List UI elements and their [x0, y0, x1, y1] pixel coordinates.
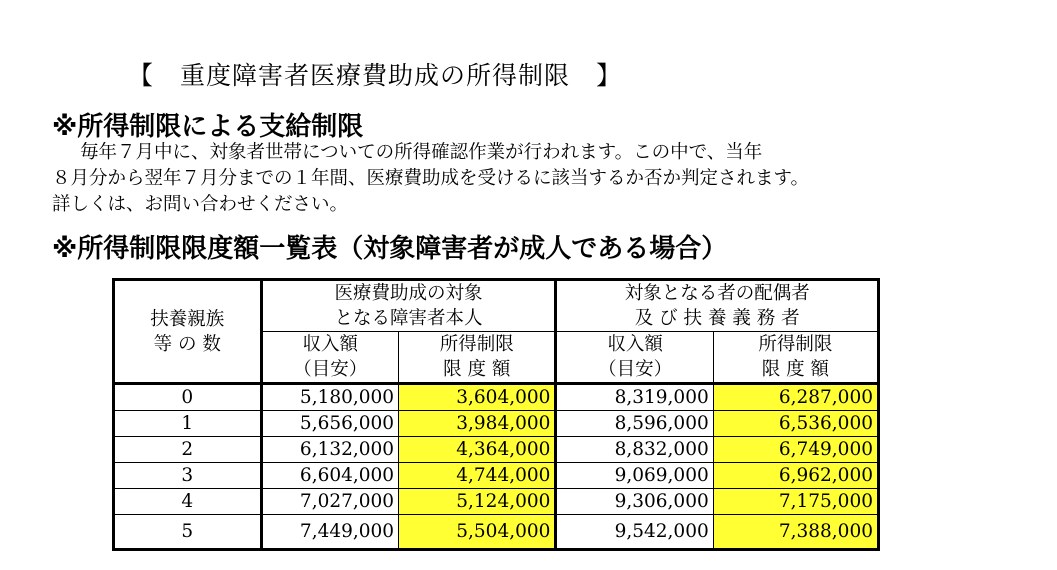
self-income-cell: 5,180,000 — [261, 384, 399, 411]
spouse-limit-cell: 6,536,000 — [713, 411, 878, 437]
spouse-limit-cell: 6,962,000 — [713, 463, 878, 489]
header-self-income — [261, 332, 399, 384]
paragraph-line: 詳しくは、お問い合わせください。 — [52, 194, 349, 215]
table-row — [114, 515, 879, 550]
self-limit-cell: 4,364,000 — [399, 437, 556, 463]
dependents-cell: 3 — [114, 463, 262, 489]
section-heading-income-restriction: ※所得制限による支給制限 — [52, 112, 364, 142]
spouse-limit-cell: 7,388,000 — [713, 515, 878, 550]
dependents-cell: 0 — [114, 384, 262, 411]
dependents-cell: 2 — [114, 437, 262, 463]
header-group-spouse-line: 対象となる者の配偶者 — [624, 283, 810, 304]
dependents-cell: 5 — [114, 515, 262, 550]
header-dependents — [114, 280, 262, 384]
self-income-cell: 5,656,000 — [261, 411, 399, 437]
table-row — [114, 437, 879, 463]
header-spouse-income — [556, 332, 713, 384]
header-dependents-line: 等 の 数 — [153, 333, 221, 355]
dependents-cell: 4 — [114, 489, 262, 515]
header-group-self — [261, 280, 556, 332]
self-limit-cell: 5,504,000 — [399, 515, 556, 550]
header-spouse-limit — [713, 332, 878, 384]
header-dependents-line: 扶養親族 — [150, 308, 225, 330]
spouse-income-cell: 8,319,000 — [556, 384, 713, 411]
self-income-cell: 7,027,000 — [261, 489, 399, 515]
header-group-self-line: 医療費助成の対象 — [334, 283, 483, 304]
dependents-cell: 1 — [114, 411, 262, 437]
spouse-income-cell: 9,306,000 — [556, 489, 713, 515]
explanation-paragraph — [52, 140, 1002, 218]
spouse-income-cell: 9,542,000 — [556, 515, 713, 550]
header-income-line: （目安） — [293, 359, 368, 380]
header-group-spouse-line: 及 び 扶 養 義 務 者 — [634, 308, 800, 329]
header-self-limit — [399, 332, 556, 384]
spouse-limit-cell: 6,287,000 — [713, 384, 878, 411]
self-limit-cell: 3,604,000 — [399, 384, 556, 411]
table-row — [114, 463, 879, 489]
header-income-line: 収入額 — [302, 334, 359, 355]
header-group-self-line: となる障害者本人 — [334, 308, 483, 329]
income-limit-table — [112, 278, 880, 551]
self-income-cell: 6,604,000 — [261, 463, 399, 489]
header-group-spouse — [556, 280, 879, 332]
self-limit-cell: 4,744,000 — [399, 463, 556, 489]
header-limit-line: 所得制限 — [758, 334, 833, 355]
header-income-line: 収入額 — [607, 334, 663, 355]
table-row — [114, 411, 879, 437]
section-heading-limit-table: ※所得制限限度額一覧表（対象障害者が成人である場合） — [52, 234, 728, 264]
spouse-limit-cell: 7,175,000 — [713, 489, 878, 515]
paragraph-line: 毎年７月中に、対象者世帯についての所得確認作業が行われます。この中で、当年 — [80, 142, 763, 163]
document-title: 【 重度障害者医療費助成の所得制限 】 — [128, 61, 623, 90]
self-income-cell: 6,132,000 — [261, 437, 399, 463]
paragraph-line: ８月分から翌年７月分までの１年間、医療費助成を受けるに該当するか否か判定されます。 — [52, 168, 810, 189]
spouse-income-cell: 8,596,000 — [556, 411, 713, 437]
self-income-cell: 7,449,000 — [261, 515, 399, 550]
header-income-line: （目安） — [598, 359, 673, 380]
table-row — [114, 384, 879, 411]
table-row — [114, 489, 879, 515]
spouse-income-cell: 9,069,000 — [556, 463, 713, 489]
header-limit-line: 所得制限 — [439, 334, 514, 355]
header-limit-line: 限 度 額 — [443, 359, 511, 380]
self-limit-cell: 5,124,000 — [399, 489, 556, 515]
spouse-limit-cell: 6,749,000 — [713, 437, 878, 463]
spouse-income-cell: 8,832,000 — [556, 437, 713, 463]
self-limit-cell: 3,984,000 — [399, 411, 556, 437]
header-limit-line: 限 度 額 — [761, 359, 829, 380]
